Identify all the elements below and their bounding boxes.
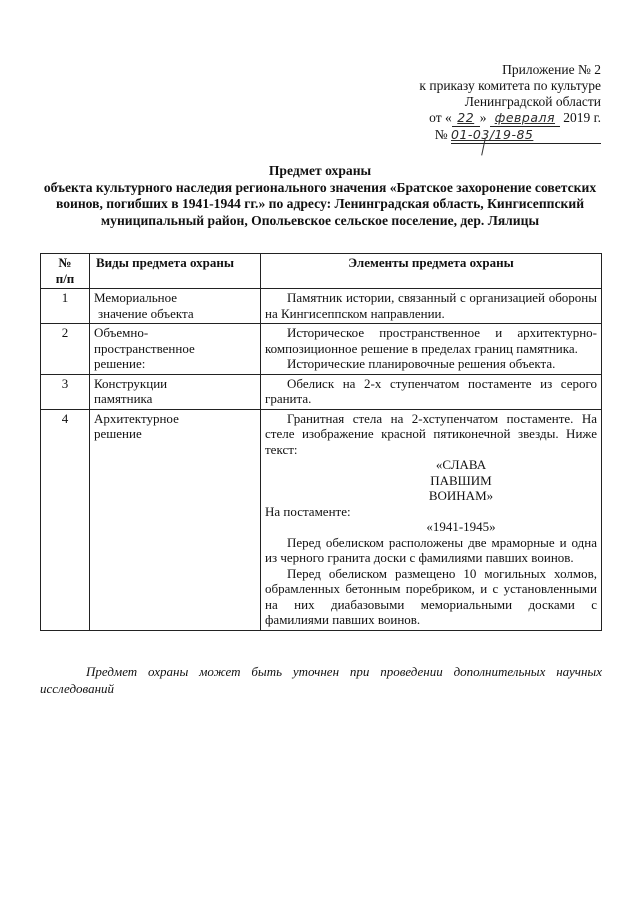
table-row xyxy=(41,289,602,324)
table-header-row xyxy=(41,254,602,289)
row-kind: Мемориальное значение объекта xyxy=(90,289,261,324)
table-row xyxy=(41,324,602,375)
row-kind: Конструкции памятника xyxy=(90,374,261,409)
appendix-order-ref: к приказу комитета по культуре xyxy=(419,78,601,93)
protection-table xyxy=(40,253,602,631)
appendix-header xyxy=(341,62,601,144)
appendix-number: Приложение № 2 xyxy=(502,62,601,77)
row-number: 1 xyxy=(41,289,90,324)
row-number: 4 xyxy=(41,409,90,630)
table-row xyxy=(41,409,602,630)
date-year: 2019 г. xyxy=(563,110,601,125)
title-main: Предмет охраны xyxy=(268,163,372,178)
inscription-line: «СЛАВА xyxy=(435,457,487,472)
order-number-handwritten: 01-03/19-85 xyxy=(451,127,601,144)
row-kind: Архитектурное решение xyxy=(90,409,261,630)
header-kind: Виды предмета охраны xyxy=(90,254,261,289)
inscription-line: ВОИНАМ» xyxy=(428,488,494,503)
row-elements: Памятник истории, связанный с организацией обороны на Кингисеппском направлении. xyxy=(261,289,602,324)
table-row xyxy=(41,374,602,409)
title-subject: объекта культурного наследия регионального значения «Братское захоронение советских воинов, погибших в 1941-1944 гг.» по адресу: Ленинградская область, Кингисеппский муниципальный район, Опольевское сельское поселение, дер. Лялицы xyxy=(43,179,597,228)
row-elements: Историческое пространственное и архитектурно-композиционное решение в пределах границ памятника. Исторические планировочные решения объекта. xyxy=(261,324,602,375)
row-number: 2 xyxy=(41,324,90,375)
inscription-line: ПАВШИМ xyxy=(430,472,492,488)
row-number: 3 xyxy=(41,374,90,409)
header-number: № п/п xyxy=(41,254,90,289)
date-month-handwritten: февраля xyxy=(490,110,560,127)
row-elements: Гранитная стела на 2-хступенчатом постаменте. На стеле изображение красной пятиконечной звезды. Ниже текст: «СЛАВА ПАВШИМ ВОИНАМ» На постаменте: «1941-1945» Перед обелиском расположены две мраморные и одна из черного гранита доски с фамилиями павших воинов. Перед обелиском размещено 10 могильных холмов, обрамленных бетонным поребриком, и с установленными на них диабазовыми мемориальными досками с фамилиями павших воинов. xyxy=(261,409,602,630)
appendix-order-number: № 01-03/19-85 xyxy=(341,127,601,144)
pedestal-years: «1941-1945» xyxy=(426,519,496,534)
appendix-date: от « 22 » февраля 2019 г. xyxy=(429,110,601,125)
footnote: Предмет охраны может быть уточнен при проведении дополнительных научных исследований xyxy=(40,664,602,696)
date-day-handwritten: 22 xyxy=(452,110,480,127)
document-title xyxy=(40,163,600,229)
row-kind: Объемно- пространственное решение: xyxy=(90,324,261,375)
appendix-region: Ленинградской области xyxy=(464,94,601,109)
row-elements: Обелиск на 2-х ступенчатом постаменте из серого гранита. xyxy=(261,374,602,409)
header-elements: Элементы предмета охраны xyxy=(261,254,602,289)
